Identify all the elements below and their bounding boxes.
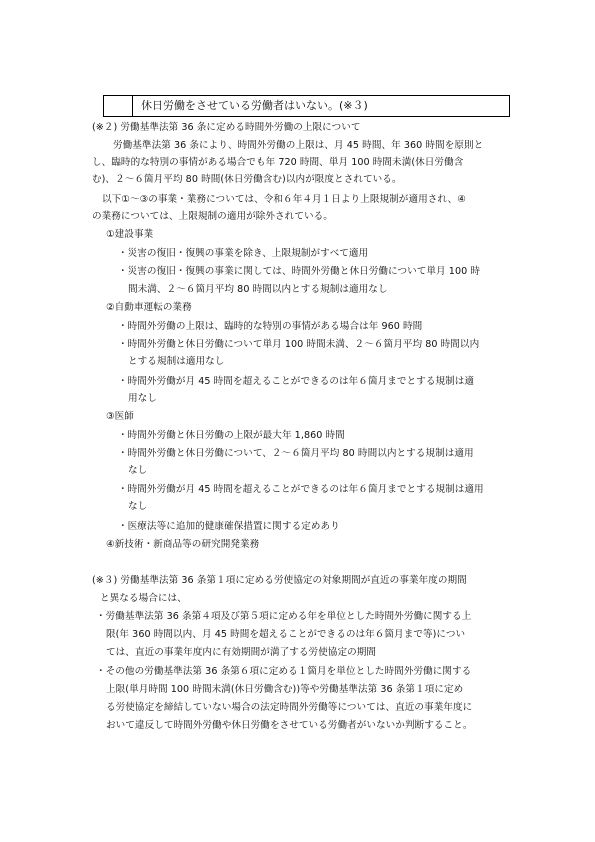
list-item-cont: 上限(単月時間 100 時間未満(休日労働含む))等や労働基準法第 36 条第１項に定め — [106, 684, 464, 695]
note2-para1-line3: む)、２～６箇月平均 80 時間(休日労働含む)以内が限度とされている。 — [92, 174, 402, 185]
note3-heading-line2: と異なる場合には、 — [100, 593, 187, 604]
note2-para1-line1: 労働基準法第 36 条により、時間外労働の上限は、月 45 時間、年 360 時間を原則と — [113, 140, 484, 151]
section-construction-title: ①建設事業 — [106, 229, 154, 240]
list-item: ・医療法等に追加的健康確保措置に関する定めあり — [118, 521, 340, 532]
list-item: ・その他の労働基準法第 36 条第６項に定める１箇月を単位とした時間外労働に関する — [96, 666, 472, 677]
list-item-cont: なし — [128, 465, 148, 476]
list-item: ・時間外労働が月 45 時間を超えることができるのは年６箇月までとする規制は適 — [118, 376, 475, 387]
list-item-cont: とする規制は適用なし — [128, 356, 225, 367]
section-driving-title: ②自動車運転の業務 — [106, 302, 192, 313]
note2-para2-line1: 以下①～③の事業・業務については、令和６年４月１日より上限規制が適用され、④ — [102, 194, 466, 205]
note2-para1-line2: し、臨時的な特別の事情がある場合でも年 720 時間、単月 100 時間未満(休日労働含 — [92, 157, 464, 168]
list-item-cont: おいて違反して時間外労働や休日労働をさせている労働者がいないか判断すること。 — [106, 720, 473, 731]
list-item: ・時間外労働が月 45 時間を超えることができるのは年６箇月までとする規制は適用 — [118, 484, 484, 495]
list-item: ・災害の復旧・復興の事業を除き、上限規制がすべて適用 — [118, 248, 369, 259]
section-doctor-title: ③医師 — [106, 411, 134, 422]
list-item-cont: 間未満、２～６箇月平均 80 時間以内とする規制は適用なし — [128, 284, 388, 295]
status-table-row — [103, 95, 510, 117]
status-text: 休日労働をさせている労働者はいない。(※３) — [141, 99, 368, 112]
section-rnd-title: ④新技術・新商品等の研究開発業務 — [106, 539, 260, 550]
note2-heading: (※２) 労働基準法第 36 条に定める時間外労働の上限について — [92, 122, 361, 133]
checkbox-cell — [104, 96, 133, 116]
list-item: ・時間外労働と休日労働について単月 100 時間未満、２～６箇月平均 80 時間以内 — [118, 339, 480, 350]
list-item: ・労働基準法第 36 条第４項及び第５項に定める年を単位とした時間外労働に関する上 — [96, 611, 472, 622]
list-item-cont: 用なし — [128, 393, 157, 404]
list-item-cont: ては、直近の事業年度内に有効期間が満了する労使協定の期間 — [106, 647, 377, 658]
list-item-cont: なし — [128, 501, 148, 512]
list-item: ・災害の復旧・復興の事業に関しては、時間外労働と休日労働について単月 100 時 — [118, 266, 480, 277]
list-item-cont: 限(年 360 時間以内、月 45 時間を超えることができるのは年６箇月まで等)につい — [106, 629, 466, 640]
list-item-cont: る労使協定を締結していない場合の法定時間外労働等については、直近の事業年度に — [106, 702, 473, 713]
list-item: ・時間外労働の上限は、臨時的な特別の事情がある場合は年 960 時間 — [118, 321, 423, 332]
list-item: ・時間外労働と休日労働の上限が最大年 1,860 時間 — [118, 430, 345, 441]
note2-para2-line2: の業務については、上限規制の適用が除外されている。 — [92, 211, 333, 222]
note3-heading-line1: (※３) 労働基準法第 36 条第１項に定める労使協定の対象期間が直近の事業年度の期間 — [92, 575, 467, 586]
list-item: ・時間外労働と休日労働について、２～６箇月平均 80 時間以内とする規制は適用 — [118, 448, 474, 459]
